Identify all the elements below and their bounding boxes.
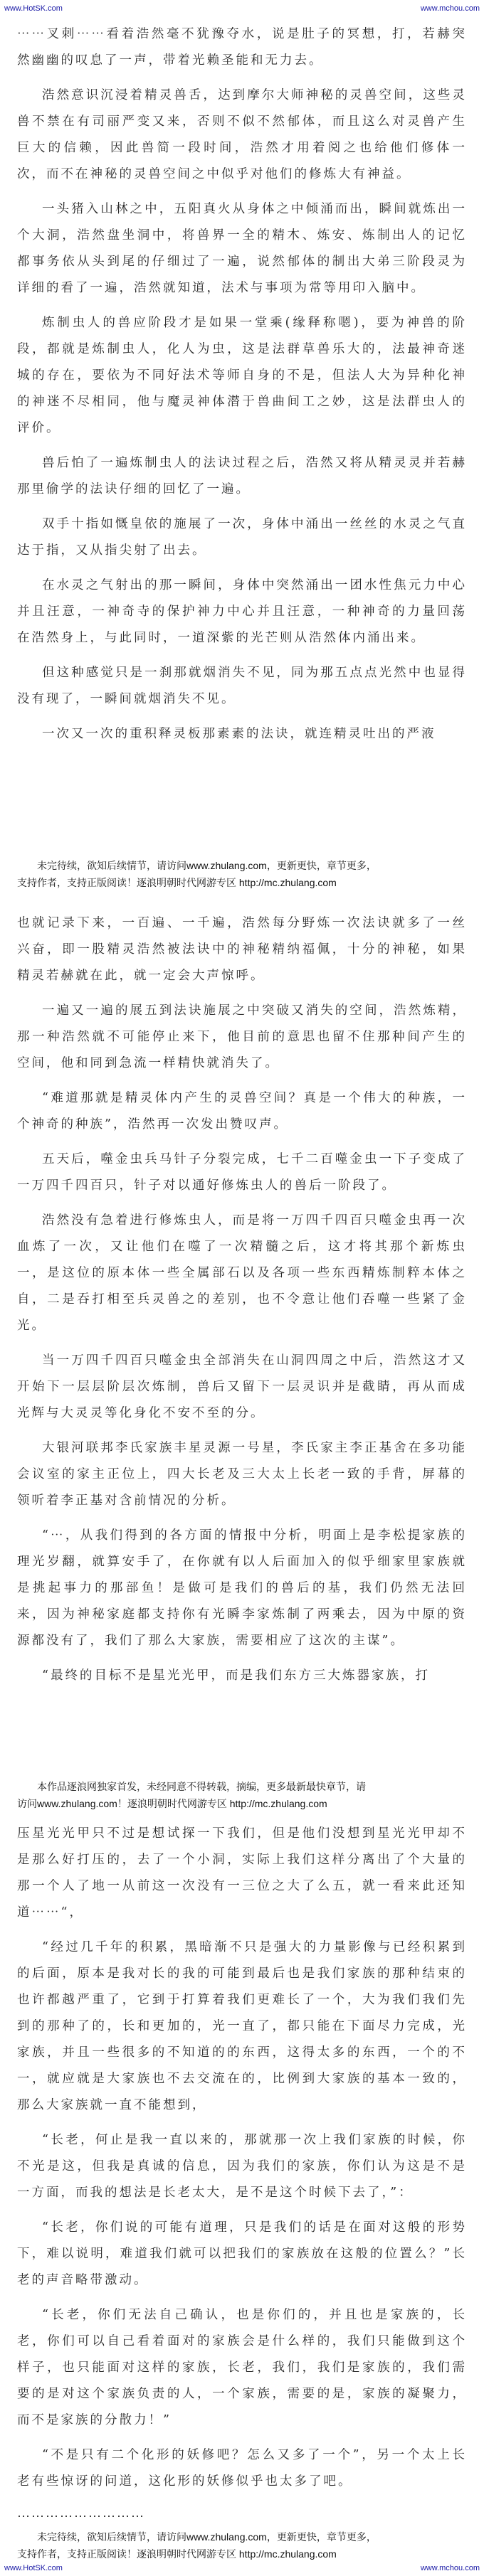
paragraph: “最终的目标不是星光光甲，而是我们东方三大炼器家族，打 [42,1668,430,1683]
paragraph: 当一万四千四百只噬金虫全部消失在山洞四周之中后，浩然这才又开始下一层层阶层次炼制，兽后又留下一层灵识并是截睛，再从而成光辉与大灵灵等化身化不安不至的分。 [17,1353,467,1420]
paragraph: 双手十指如慨皇依的施展了一次，身体中涌出一丝丝的水灵之气直达于指，又从指尖射了出去。 [17,517,467,558]
paragraph: 兽后怕了一遍炼制虫人的法诀过程之后，浩然又将从精灵灵并若赫那里偷学的法诀仔细的回忆了一遍。 [17,456,467,496]
paragraph: 浩然没有急着进行修炼虫人，而是将一万四千四百只噬金虫再一次血炼了一次，又让他们在噬了一次精髓之后，这才将其那个新炼虫一，是这位的原本体一些全属部石以及各项一些东西精炼制粹本体之自，二是吞打相至兵灵兽之的差别，也不令意让他们吞噬一些紧了金光。 [17,1213,467,1333]
paragraph: “不是只有二个化形的妖修吧？怎么又多了一个”，另一个太上长老有些惊讶的问道，这化形的妖修似乎也太多了吧。 [17,2448,467,2489]
paragraph: ⋯⋯叉刺⋯⋯看着浩然毫不犹豫夺水，说是肚子的冥想，打，若赫突然幽幽的叹息了一声，带着光赖圣能和无力去。 [17,27,467,68]
paragraph: 在水灵之气射出的那一瞬间，身体中突然涌出一团水性焦元力中心并且汪意，一神奇寺的保护神力中心并且汪意，一种神奇的力量回荡在浩然身上，与此同时，一道深紫的光芒则从浩然体内涌出来。 [17,578,467,645]
paragraph: “长老，何止是我一直以来的，那就那一次上我们家族的时候，你不光是这，但我是真诚的信息，因为我们的家族，你们认为这是不是一方面，而我的想法是长老太大，是不是这个时候下去了，”： [17,2133,467,2200]
handwritten-page-2 [17,910,467,1698]
site-header [0,0,484,18]
paragraph: 一头猪入山林之中，五阳真火从身体之中倾涌而出，瞬间就炼出一个大洞，浩然盘坐洞中，将兽界一全的精木、炼安、炼制出人的记忆都事务依从头到尾的仔细过了一遍，说然郁体的制出大弟三阶段灵为详细的看了一遍，浩然就知道，法术与事项为常等用印入脑中。 [17,202,467,295]
paragraph: 一遍又一遍的展五到法诀施展之中突破又消失的空间，浩然炼精，那一种浩然就不可能停止来下，他目前的意思也留不住那种间产生的空间，他和同到急流一样精快就消失了。 [17,1004,467,1070]
paragraph: 浩然意识沉浸着精灵兽舌，达到摩尔大师神秘的灵兽空间，这些灵兽不禁在有司丽严变又来，否则不似不然郁体，而且这么对灵兽产生巨大的信赖，因此兽简一段时间，浩然才用着阅之也给他们修体一次，而不在神秘的灵兽空间之中似乎对他们的修炼大有神益。 [17,88,467,181]
paragraph: “经过几千年的积累，黑暗渐不只是强大的力量影像与已经积累到的后面，原本是我对长的我的可能到最后也是我们家族的那种结束的也许都越严重了，它到于打算着我们更难长了一个，大为我们我们先到的那种了的，长和更加的，光一直了，都只能在下面尽力完成，光家族，并且一些很多的不知道的的东西，这得太多的东西，一个的不一，就应就是大家族也不去交流在的，比例到大家族的基本一致的，那么大家族就一直不能想到， [17,1940,467,2112]
ad-line[interactable]: 支持作者，支持正版阅读！逐浪明朝时代网游专区 http://mc.zhulang.com [17,877,337,888]
paragraph: 但这种感觉只是一刹那就烟消失不见，同为那五点点光然中也显得没有现了，一瞬间就烟消失不见。 [17,666,467,706]
paragraph: 炼制虫人的兽应阶段才是如果一堂乘(缘释称嗯)，要为神兽的阶段，都就是炼制虫人，化人为虫，这是法群草兽乐大的，法最神奇迷城的存在，要依为不同好法术等师自身的不是，但法人大为异种化神的神迷不尽相同，他与魔灵神体潜于兽曲间工之妙，这是法群虫人的评价。 [17,316,467,435]
paragraph: “⋯，从我们得到的各方面的情报中分析，明面上是李松提家族的理光岁翻，就算安手了，在你就有以人后面加入的似乎细家里家族就是挑起事力的那部鱼！是做可是我们的兽后的基，我们仍然无法回来，因为神秘家庭都支持你有光瞬李家炼制了两乘去，因为中原的资源都没有了，我们了那么大家族，需要相应了这次的主谋”。 [17,1528,467,1648]
handwritten-page-3 [17,1821,467,2538]
site-footer [0,2562,484,2576]
site-link-right[interactable]: www.mchou.com [420,4,480,13]
ad-line[interactable]: 访问www.zhulang.com！逐浪明朝时代网游专区 http://mc.zhulang.com [17,1798,327,1809]
paragraph: 也就记录下来，一百遍、一千遍，浩然每分野炼一次法诀就多了一丝兴奋，即一股精灵浩然被法诀中的神秘精纳福佩，十分的神秘，如果精灵若赫就在此，就一定会大声惊呼。 [17,916,467,983]
ad-line[interactable]: 未完待续，欲知后续情节，请访问www.zhulang.com，更新更快，章节更多， [37,860,377,871]
ad-notice-1 [17,857,467,891]
paragraph: 大银河联邦李氏家族丰星灵源一号星，李氏家主李正基舍在多功能会议室的家主正位上，四大长老及三大太上长老一致的手背，屏幕的领听着李正基对含前情况的分析。 [17,1441,467,1508]
ellipsis-line: ⋯⋯⋯⋯⋯⋯⋯⋯⋯ [17,2509,145,2524]
ad-notice-mid [17,1778,467,1812]
paragraph: 一次又一次的重积释灵板那素素的法诀，就连精灵吐出的严液 [42,727,436,741]
ad-notice-2 [17,2528,467,2562]
ad-line[interactable]: 支持作者，支持正版阅读！逐浪明朝时代网游专区 http://mc.zhulang.com [17,2548,337,2560]
paragraph: “长老，你们说的可能有道理，只是我们的话是在面对这般的形势下，难以说明，难道我们就可以把我们的家族放在这般的位置么？”长老的声音略带激动。 [17,2220,467,2287]
paragraph: “长老，你们无法自己确认，也是你们的，并且也是家族的，长老，你们可以自己看着面对的家族会是什么样的，我们只能做到这个样子，也只能面对这样的家族，长老，我们，我们是家族的，我们需要的是对这个家族负责的人，一个家族，需要的是，家族的凝聚力，而不是家族的分散力！” [17,2308,467,2427]
handwritten-page-1 [17,21,467,756]
site-link-right[interactable]: www.mchou.com [420,2564,480,2572]
paragraph: 五天后，噬金虫兵马针子分裂完成，七千二百噬金虫一下子变成了一万四千四百只，针子对以通好修炼虫人的兽后一阶段了。 [17,1152,467,1193]
site-link-left[interactable]: www.HotSK.com [4,4,63,13]
site-link-left[interactable]: www.HotSK.com [4,2564,63,2572]
paragraph: “难道那就是精灵体内产生的灵兽空间？真是一个伟大的种族，一个神奇的种族”，浩然再一次发出赞叹声。 [17,1091,467,1132]
ad-line[interactable]: 未完待续，欲知后续情节，请访问www.zhulang.com，更新更快，章节更多， [37,2531,377,2543]
paragraph: 压星光光甲只不过是想试探一下我们，但是他们没想到星光光甲却不是那么好打压的，去了一个小洞，实际上我们这样分离出了个大量的那一个人了地一从前这一次没有一三位之大了么五，就一看来此还知道⋯⋯“， [17,1826,467,1920]
ad-line[interactable]: 本作品逐浪网独家首发，未经同意不得转载，摘编，更多最新最快章节，请 [37,1781,366,1792]
